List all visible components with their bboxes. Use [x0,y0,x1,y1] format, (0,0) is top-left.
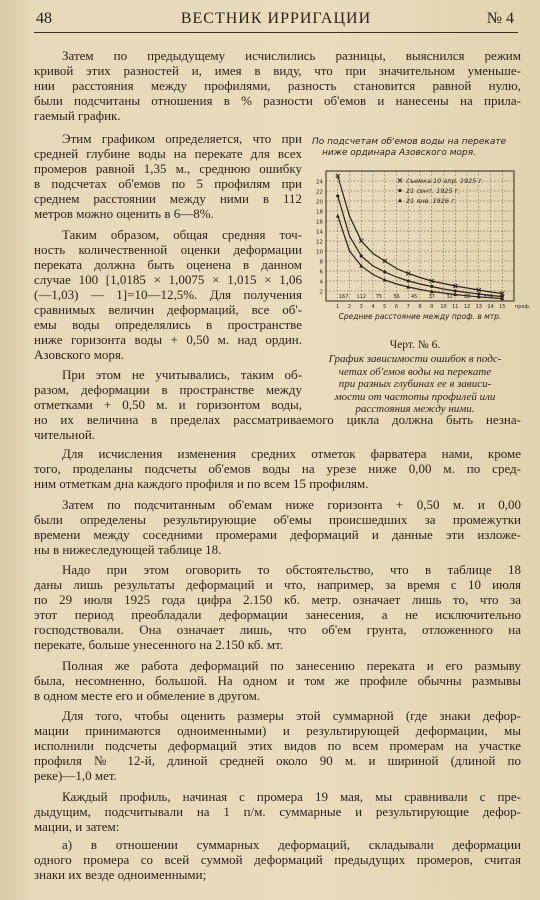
paragraph-8 [34,658,521,703]
text-line: господствовали. Она означает лишь, что об'ем грунта, отложенного на [34,622,521,637]
text-line: переката должна быть оценена в данном [34,257,302,272]
figure-caption [308,353,522,416]
y-tick-label: 22 [316,189,323,196]
paragraph-2 [34,131,302,221]
legend-marker [398,198,402,202]
text-line: Для того, чтобы оценить размеры этой суммарной (где знаки дефор- [62,708,521,723]
paragraph-11 [34,837,521,882]
text-line: (—1,03) — 1]=10—12,5%. Для получения [34,287,302,302]
text-line: Азовского моря. [34,347,125,362]
y-tick-label: 12 [316,239,323,246]
caption-line: График зависимости ошибок в подс- [328,353,502,365]
distance-tick-label: 32 [446,294,453,300]
paragraph-1 [34,48,521,123]
text-line: сравнимых величин деформаций, все об'- [34,302,302,317]
legend-label: 21 сент. 1925 г. [406,187,461,195]
text-line: были определены результирующие об'емы происшедших за промежутки [34,512,521,527]
y-tick-label: 10 [316,249,323,256]
paragraph-9 [34,708,521,783]
figure-6 [308,133,531,435]
text-line: ниже горизонта воды + 0,50 м. над ордин. [34,332,302,347]
y-tick-label: 8 [319,259,323,266]
text-line: одного промера со всей суммой деформаций предыдущих промеров, считая [34,852,521,867]
text-line: знаки их везде одноименными; [34,867,207,882]
text-line: в подсчетах об'емов по 5 профилям при [34,176,302,191]
x-tick-label: 1 [336,304,340,310]
y-tick-label: 18 [316,209,323,216]
text-line: чительной. [34,427,96,442]
y-tick-label: 6 [319,269,323,276]
chart-title-line: По подсчетам об'емов воды на перекате [312,137,507,147]
x-tick-label: 4 [371,304,375,310]
x-tick-label: 8 [418,304,422,310]
text-line: реке)—1,0 мет. [34,768,117,783]
page-header [34,8,518,33]
text-line: в одном месте его и обмеление в другом. [34,688,261,703]
data-point [430,285,433,288]
paragraph-5 [34,446,521,491]
distance-tick-label: 75 [375,294,383,300]
text-line: но их величина в пределах рассматриваемого цикла должна быть незна- [34,412,521,427]
text-line: Каждый профиль, начиная с промера 19 мая, мы сравнивали с пре- [62,789,521,804]
x-tick-label: 5 [383,304,387,310]
y-tick-label: 20 [316,199,323,206]
text-line: профиля № 12-й, длиной средней около 90 м. и шириной (длиной по [34,753,521,768]
text-line: Затем по предыдущему исчислились разницы, выяснился режим [62,48,521,63]
x-unit-label: проф. [515,304,531,310]
distance-tick-label: 112 [356,294,367,300]
legend-marker [398,189,401,192]
text-line: Надо при этом оговорить то обстоятельство, что в таблице 18 [62,562,521,577]
x-axis-label: Среднее расстояние между проф. в мтр. [338,312,502,321]
text-line: кривой этих разностей и, имея в виду, что при значительном уменьше- [34,63,521,78]
distance-tick-label: 167 [338,294,349,300]
data-point [360,254,363,257]
text-line: ность количественной оценки деформации [34,242,302,257]
text-line: мации принимаются одноименными) и результирующей деформации, мы [34,723,521,738]
x-tick-label: 7 [406,304,410,310]
text-line: разом, деформации в пространстве между [34,382,302,397]
text-line: дыдущим, подсчитывали на 1 п/м. суммарные и результирующие дефор- [34,804,521,819]
x-tick-label: 13 [475,304,482,310]
x-tick-label: 9 [430,304,434,310]
x-tick-label: 3 [359,304,363,310]
text-line: ны в нижеследующей таблице 18. [34,542,222,557]
paragraph-10 [34,789,521,834]
page-number: 48 [36,10,52,27]
text-line: гаемый график. [34,108,121,123]
text-line: того, проделаны подсчеты об'емов воды на урезе ниже 0,00 м. по сред- [34,461,521,476]
legend-marker [398,179,402,183]
text-line: перекате, больше унесенного на 2.150 кб. мт. [34,637,284,652]
caption-line: при разных глубинах ее в зависи- [338,378,492,390]
text-line: Затем по подсчитанным об'емам ниже горизонта + 0,50 м. и 0,00 [62,497,521,512]
text-line: емы воды определялись в пространстве [34,317,302,332]
text-line: промеров равной 1,35 м., среднюю ошибку [34,161,302,176]
data-point [454,289,457,292]
text-line: среднем расстоянии между ними в 112 [34,191,302,206]
x-tick-label: 10 [440,304,447,310]
text-line: по 29 июля 1925 года цифра 2.150 кб. метр. означает лишь то, что за [34,592,521,607]
caption-line: мости от частоты профилей или [334,390,496,403]
text-line: исполнили подсчеты деформаций этих видов по всем промерам на участке [34,738,521,753]
y-tick-label: 2 [319,289,323,296]
text-line: мации, и затем: [34,819,120,834]
error-chart [308,133,531,335]
x-tick-label: 12 [463,304,471,310]
x-tick-label: 14 [487,304,494,310]
text-line: были подсчитаны отношения в % разности об'емов и нанесены на прила- [34,93,521,108]
text-line: была, несомненно, большой. На одном и том же профиле обычны размывы [34,673,521,688]
y-tick-label: 4 [319,279,323,286]
figure-number: Черт. № 6. [389,339,441,351]
distance-tick-label: 314 [483,294,493,300]
legend-label: съемка 10 апр. 1925 г. [406,177,484,185]
data-point [383,270,386,273]
text-line: ним отметкам дна каждого профиля и по всем 15 профилям. [34,476,369,491]
text-line: отметками + 0,50 м. и горизонтом воды, [34,397,302,412]
text-line: метров можно оценить в 6—8%. [34,206,214,221]
x-tick-label: 2 [347,304,352,310]
paragraph-3 [34,227,302,362]
text-line: даны лишь результаты деформаций и что, например, за время с 10 июля [34,577,521,592]
caption-line: четах об'емов воды на перекате [338,365,492,378]
paragraph-6 [34,497,521,557]
text-line: Этим графиком определяется, что при [62,131,302,146]
distance-tick-label: 56 [393,294,400,300]
distance-tick-label: 28 [463,294,471,300]
text-line: этот период преобладали деформации занесения, а не исключительно [34,607,521,622]
distance-tick-label: 37 [428,294,435,300]
text-line: Для исчисления изменения средних отметок фарватера нами, кроме [62,446,521,461]
text-line: времени между соседними промерами деформаций и данные эти изложе- [34,527,521,542]
issue-number: № 4 [486,10,514,27]
legend-label: 21 янв. 1926 г. [406,197,457,205]
text-line: Полная же работа деформаций по занесению переката и его размыву [62,658,521,673]
text-line: средней глубине воды на перекате для всех [34,146,302,161]
y-tick-label: 16 [316,219,323,226]
caption-line: расстояния между ними. [355,403,475,415]
x-tick-label: 6 [394,304,399,310]
text-line: случае 100 [1,0185 × 1,0075 × 1,015 × 1,06 [34,272,302,287]
x-tick-label: 15 [499,304,506,310]
text-line: а) в отношении суммарных деформаций, складывали деформации [62,837,521,852]
text-line: Таким образом, общая средняя точ- [62,227,302,242]
data-point [336,194,339,197]
distance-tick-label: 45 [410,294,418,300]
data-point [407,279,410,282]
text-line: При этом не учитывались, таким об- [62,367,302,382]
data-point [336,214,340,218]
text-line: нии расстояния между профилями, разность становится равной нулю, [34,78,521,93]
x-tick-label: 11 [452,304,459,310]
chart-title-line: ниже ординара Азовского моря. [322,148,477,158]
paragraph-7 [34,562,521,652]
journal-title: ВЕСТНИК ИРРИГАЦИИ [180,10,372,27]
y-tick-label: 14 [316,229,323,236]
y-tick-label: 24 [316,179,323,186]
